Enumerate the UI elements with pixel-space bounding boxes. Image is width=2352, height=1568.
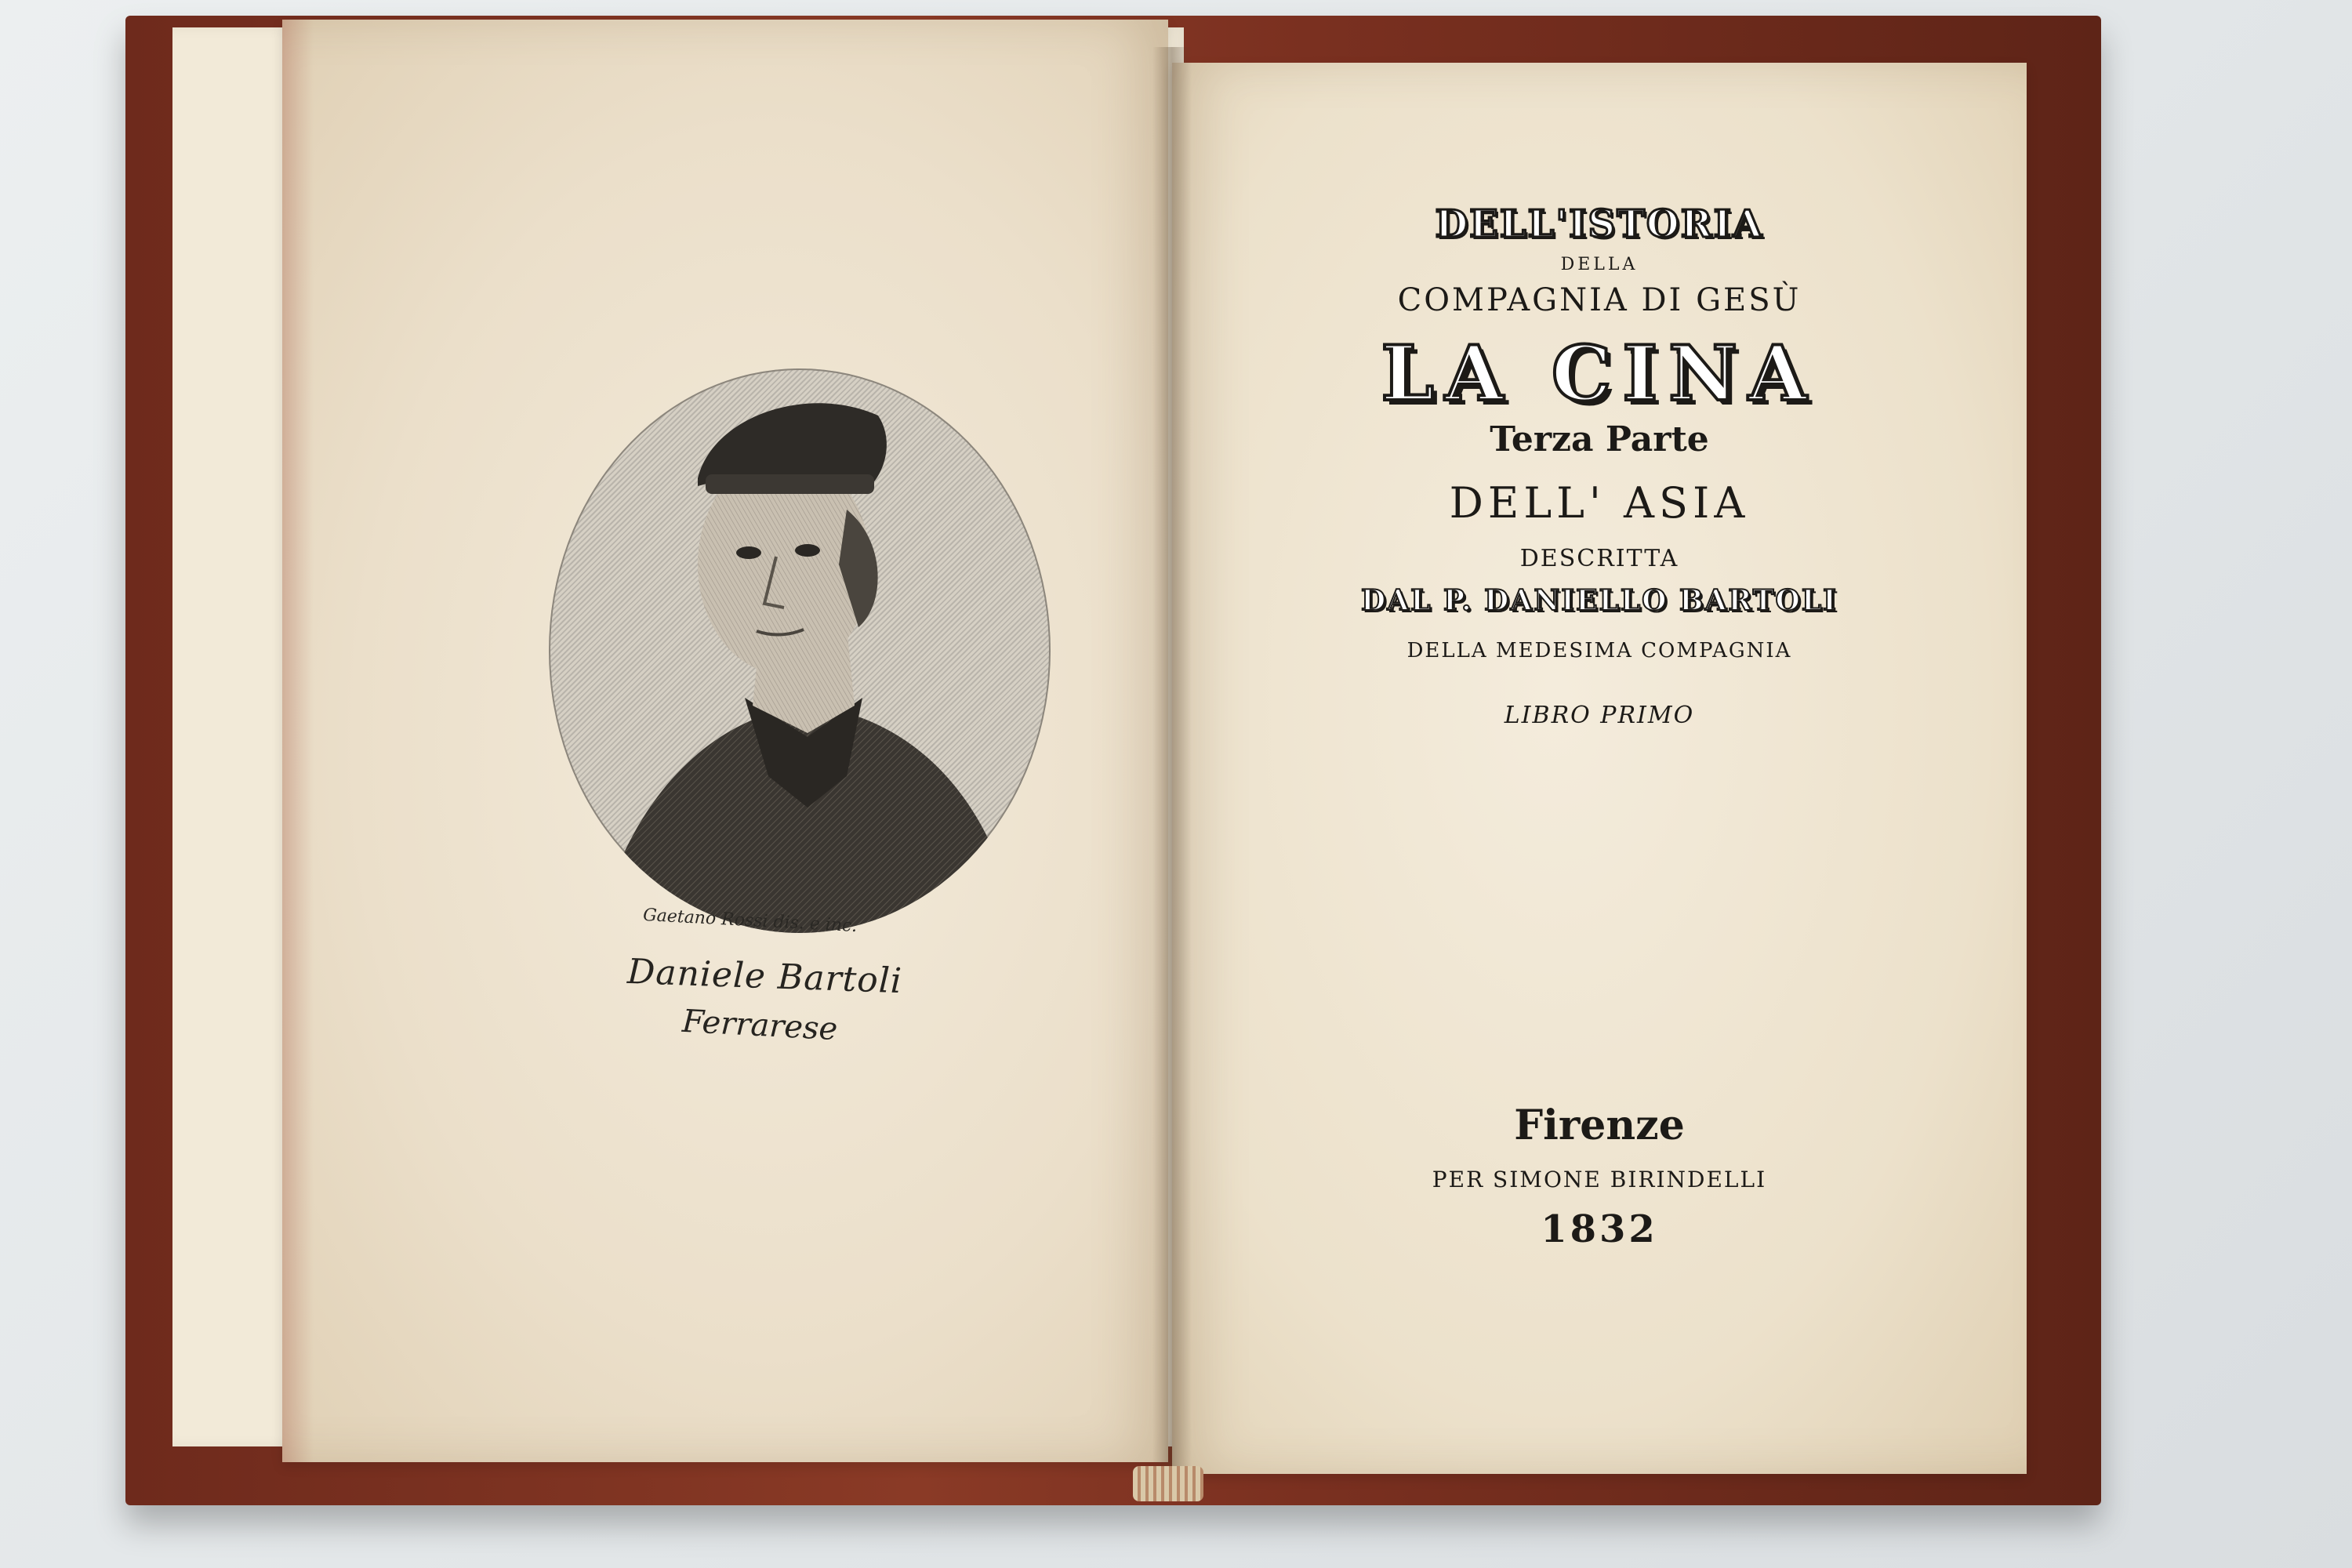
title-line-6: DELL' ASIA xyxy=(1449,478,1750,528)
title-line-1: DELL'ISTORIA xyxy=(1435,202,1764,246)
right-page xyxy=(1172,63,2027,1474)
portrait-engraving xyxy=(549,368,1051,933)
book-subtitle: Terza Parte xyxy=(1490,419,1709,459)
imprint-year: 1832 xyxy=(1541,1207,1658,1251)
title-line-2: DELLA xyxy=(1560,255,1639,274)
portrait-name: Daniele Bartoli xyxy=(626,951,903,1002)
volume-label: LIBRO PRIMO xyxy=(1504,702,1695,729)
title-line-9: DELLA MEDESIMA COMPAGNIA xyxy=(1406,639,1792,662)
imprint-city: Firenze xyxy=(1514,1102,1685,1149)
title-line-3: COMPAGNIA DI GESÙ xyxy=(1397,282,1802,318)
title-line-7: DESCRITTA xyxy=(1519,545,1679,572)
author-line: DAL P. DANIELLO BARTOLI xyxy=(1361,584,1838,617)
portrait-origin: Ferrarese xyxy=(681,1003,839,1048)
imprint-publisher: PER SIMONE BIRINDELLI xyxy=(1432,1167,1767,1192)
headband xyxy=(1133,1466,1203,1501)
book-title: LA CINA xyxy=(1381,329,1818,418)
engraver-credit: Gaetano Rossi dis. e inc. xyxy=(642,905,858,937)
